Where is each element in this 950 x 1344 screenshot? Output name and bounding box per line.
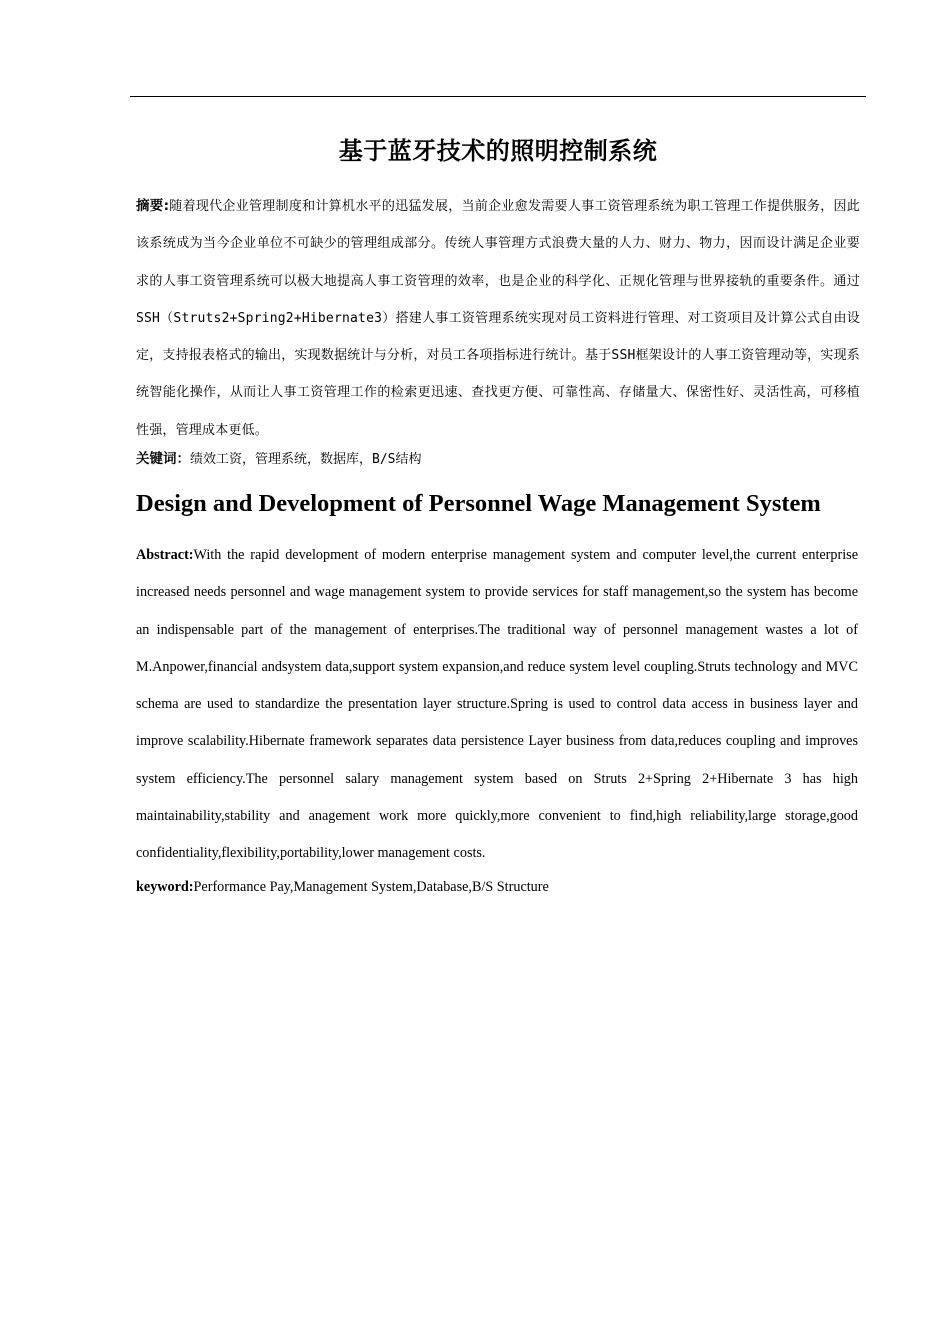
chinese-keywords-text: 绩效工资，管理系统，数据库，B/S结构 bbox=[190, 452, 422, 467]
english-keywords-text: Performance Pay,Management System,Database,B/S Structure bbox=[193, 879, 549, 895]
header-rule bbox=[130, 96, 866, 97]
english-title: Design and Development of Personnel Wage Management System bbox=[136, 490, 821, 517]
chinese-abstract-text: 随着现代企业管理制度和计算机水平的迅猛发展，当前企业愈发需要人事工资管理系统为职工管理工作提供服务，因此该系统成为当今企业单位不可缺少的管理组成部分。传统人事管理方式浪费大量的人力、财力、物力，因而设计满足企业要求的人事工资管理系统可以极大地提高人事工资管理的效率，也是企业的科学化、正规化管理与世界接轨的重要条件。通过SSH（Struts2+Spring2+Hibernate3）搭建人事工资管理系统实现对员工资料进行管理、对工资项目及计算公式自由设定，支持报表格式的输出，实现数据统计与分析，对员工各项指标进行统计。基于SSH框架设计的人事工资管理动等，实现系统智能化操作，从而让人事工资管理工作的检索更迅速、查找更方便、可靠性高、存储量大、保密性好、灵活性高，可移植性强，管理成本更低。 bbox=[136, 199, 860, 438]
chinese-abstract bbox=[136, 188, 860, 449]
english-abstract-text: With the rapid development of modern enterprise management system and computer level,the current enterprise increased needs personnel and wage management system to provide services for staff management,so the system has become an indispensable part of the management of enterprises.The traditional way of personnel management wastes a lot of M.Anpower,financial andsystem data,support system expansion,and reduce system level coupling.Struts technology and MVC schema are used to standardize the presentation layer structure.Spring is used to control data access in business layer and improve scalability.Hibernate framework separates data persistence Layer business from data,reduces coupling and improves system efficiency.The personnel salary management system based on Struts 2+Spring 2+Hibernate 3 has high maintainability,stability and anagement work more quickly,more convenient to find,high reliability,large storage,good confidentiality,flexibility,portability,lower management costs. bbox=[136, 547, 858, 862]
chinese-keywords-label: 关键词： bbox=[136, 451, 190, 467]
english-abstract bbox=[136, 537, 858, 873]
english-keywords-label: keyword: bbox=[136, 879, 194, 895]
chinese-keywords bbox=[136, 448, 860, 471]
chinese-abstract-label: 摘要: bbox=[136, 198, 170, 214]
english-keywords bbox=[136, 876, 858, 898]
english-abstract-label: Abstract: bbox=[136, 547, 194, 563]
chinese-title: 基于蓝牙技术的照明控制系统 bbox=[338, 137, 658, 165]
